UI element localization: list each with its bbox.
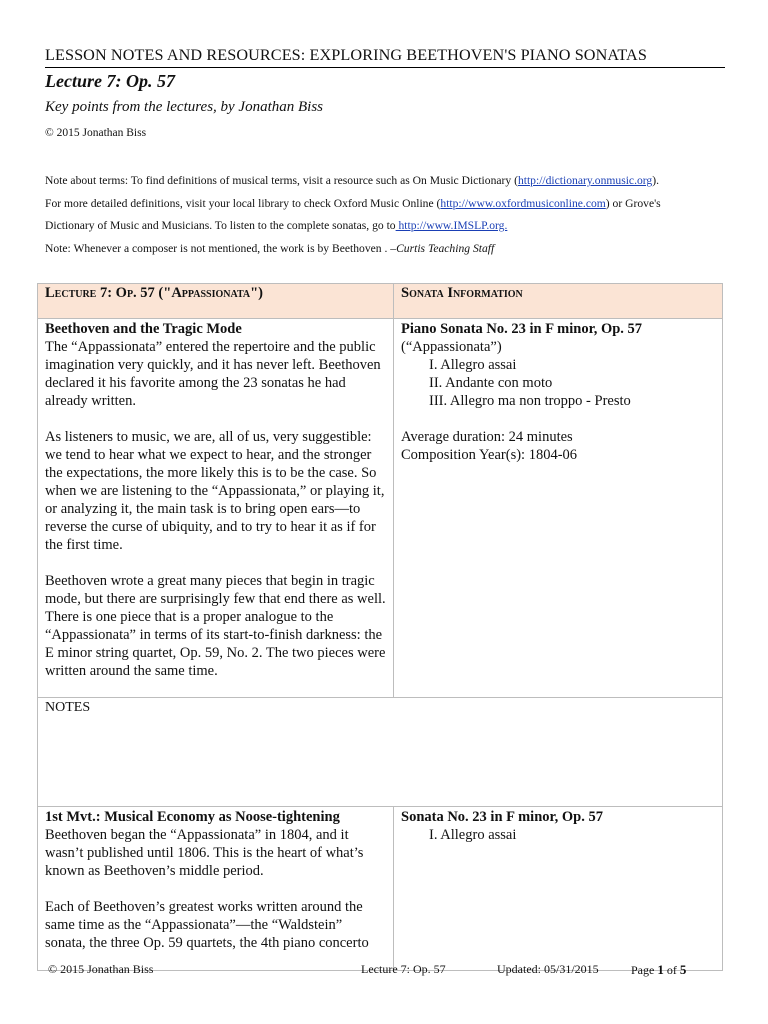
movement-item: I. Allegro assai — [429, 827, 517, 843]
tragic-mode-cell — [38, 319, 394, 698]
terms-line-2-text: For more detailed definitions, visit your local library to check Oxford Music Online ( — [45, 196, 441, 210]
document-title: LESSON NOTES AND RESOURCES: EXPLORING BEETHOVEN'S PIANO SONATAS — [45, 46, 725, 68]
footer-page-number — [631, 962, 686, 978]
paragraph: Each of Beethoven’s greatest works written around the same time as the “Appassionata”—the “Waldstein” sonata, the three Op. 59 quartets, the 4th piano concerto — [45, 899, 369, 951]
paragraph: Beethoven wrote a great many pieces that begin in tragic mode, but there are surprisingly few that end there as well. There is one piece that is a proper analogue to the “Appassionata” in terms of its start-to-finish darkness: the E minor string quartet, Op. 59, No. 2. The two pieces were written around the same time. — [45, 573, 386, 679]
terms-line-2 — [45, 193, 735, 216]
page-header — [45, 46, 725, 92]
header-sonata-info-label: Sonata Information — [401, 285, 523, 301]
terms-line-1-end: ). — [652, 174, 659, 187]
lecture-title: Lecture 7: Op. 57 — [45, 71, 175, 91]
paragraph: As listeners to music, we are, all of us, very suggestible: we tend to hear what we expect to hear, and the stronger the expectations, the more likely this is to be the case. So when we are listening to the “Appassionata,” or playing it, or analyzing it, the main task is to bring open ears—to reverse the curse of ubiquity, and to try to hear it as if for the first time. — [45, 429, 385, 553]
table-row-tragic-mode — [38, 319, 723, 698]
notes-cell — [38, 698, 723, 807]
imslp-link[interactable]: http://www.IMSLP.org. — [395, 219, 508, 232]
movement-item: II. Andante con moto — [429, 375, 553, 391]
section-body — [45, 338, 386, 680]
notes-label: NOTES — [45, 700, 91, 715]
average-duration: Average duration: 24 minutes — [401, 429, 573, 445]
paragraph: Beethoven began the “Appassionata” in 1804, and it wasn’t published until 1806. This is the heart of what’s known as Beethoven’s middle period. — [45, 827, 364, 879]
terms-line-4 — [45, 238, 735, 261]
lecture-table — [37, 283, 723, 971]
teaching-staff-credit: Curtis Teaching Staff — [396, 241, 495, 255]
page-current: 1 — [657, 962, 664, 977]
first-movement-info-cell — [394, 807, 723, 971]
sonata-details — [401, 826, 715, 844]
terms-line-3-text: Dictionary of Music and Musicians. To listen to the complete sonatas, go to — [45, 219, 396, 232]
movement-item: I. Allegro assai — [429, 357, 517, 373]
byline: Key points from the lectures, by Jonathan Biss — [45, 99, 324, 115]
table-header-row — [38, 284, 723, 319]
sonata-title: Sonata No. 23 in F minor, Op. 57 — [401, 809, 603, 825]
footer-updated: Updated: 05/31/2015 — [497, 962, 599, 976]
terms-line-1 — [45, 170, 735, 193]
composition-year: Composition Year(s): 1804-06 — [401, 447, 578, 463]
oxford-music-online-link[interactable]: http://www.oxfordmusiconline.com — [440, 196, 606, 210]
page-of: of — [663, 963, 680, 977]
terms-line-1-text: Note about terms: To find definitions of musical terms, visit a resource such as On Music Dictionary ( — [45, 174, 518, 187]
sonata-nickname: (“Appassionata”) — [401, 339, 502, 355]
sonata-info-cell — [394, 319, 723, 698]
header-cell-lecture — [38, 284, 394, 319]
footer-lecture: Lecture 7: Op. 57 — [361, 962, 446, 976]
page-prefix: Page — [631, 963, 658, 977]
paragraph: The “Appassionata” entered the repertoire and the public imagination very quickly, and it has never left. Beethoven declared it his favorite among the 23 sonatas he had already written. — [45, 339, 381, 409]
terms-note — [45, 170, 735, 260]
header-cell-sonata-info — [394, 284, 723, 319]
table-row-first-movement — [38, 807, 723, 971]
notes-row — [38, 698, 723, 807]
terms-line-3 — [45, 215, 735, 238]
section-body — [45, 826, 386, 952]
section-heading: Beethoven and the Tragic Mode — [45, 321, 242, 337]
onmusic-dictionary-link[interactable]: http://dictionary.onmusic.org — [517, 174, 653, 187]
sonata-title: Piano Sonata No. 23 in F minor, Op. 57 — [401, 321, 643, 337]
footer-copyright: © 2015 Jonathan Biss — [48, 962, 154, 976]
header-lecture-label: Lecture 7: Op. 57 ("Appassionata") — [45, 285, 264, 301]
first-movement-cell — [38, 807, 394, 971]
section-heading: 1st Mvt.: Musical Economy as Noose-tightening — [45, 809, 340, 825]
movement-item: III. Allegro ma non troppo - Presto — [429, 393, 631, 409]
sonata-details — [401, 338, 715, 464]
page-total: 5 — [679, 962, 687, 977]
terms-line-2-end: ) or Grove's — [605, 196, 661, 210]
terms-line-4-text: Note: Whenever a composer is not mentioned, the work is by Beethoven . – — [45, 241, 397, 255]
copyright-notice: © 2015 Jonathan Biss — [45, 127, 147, 139]
